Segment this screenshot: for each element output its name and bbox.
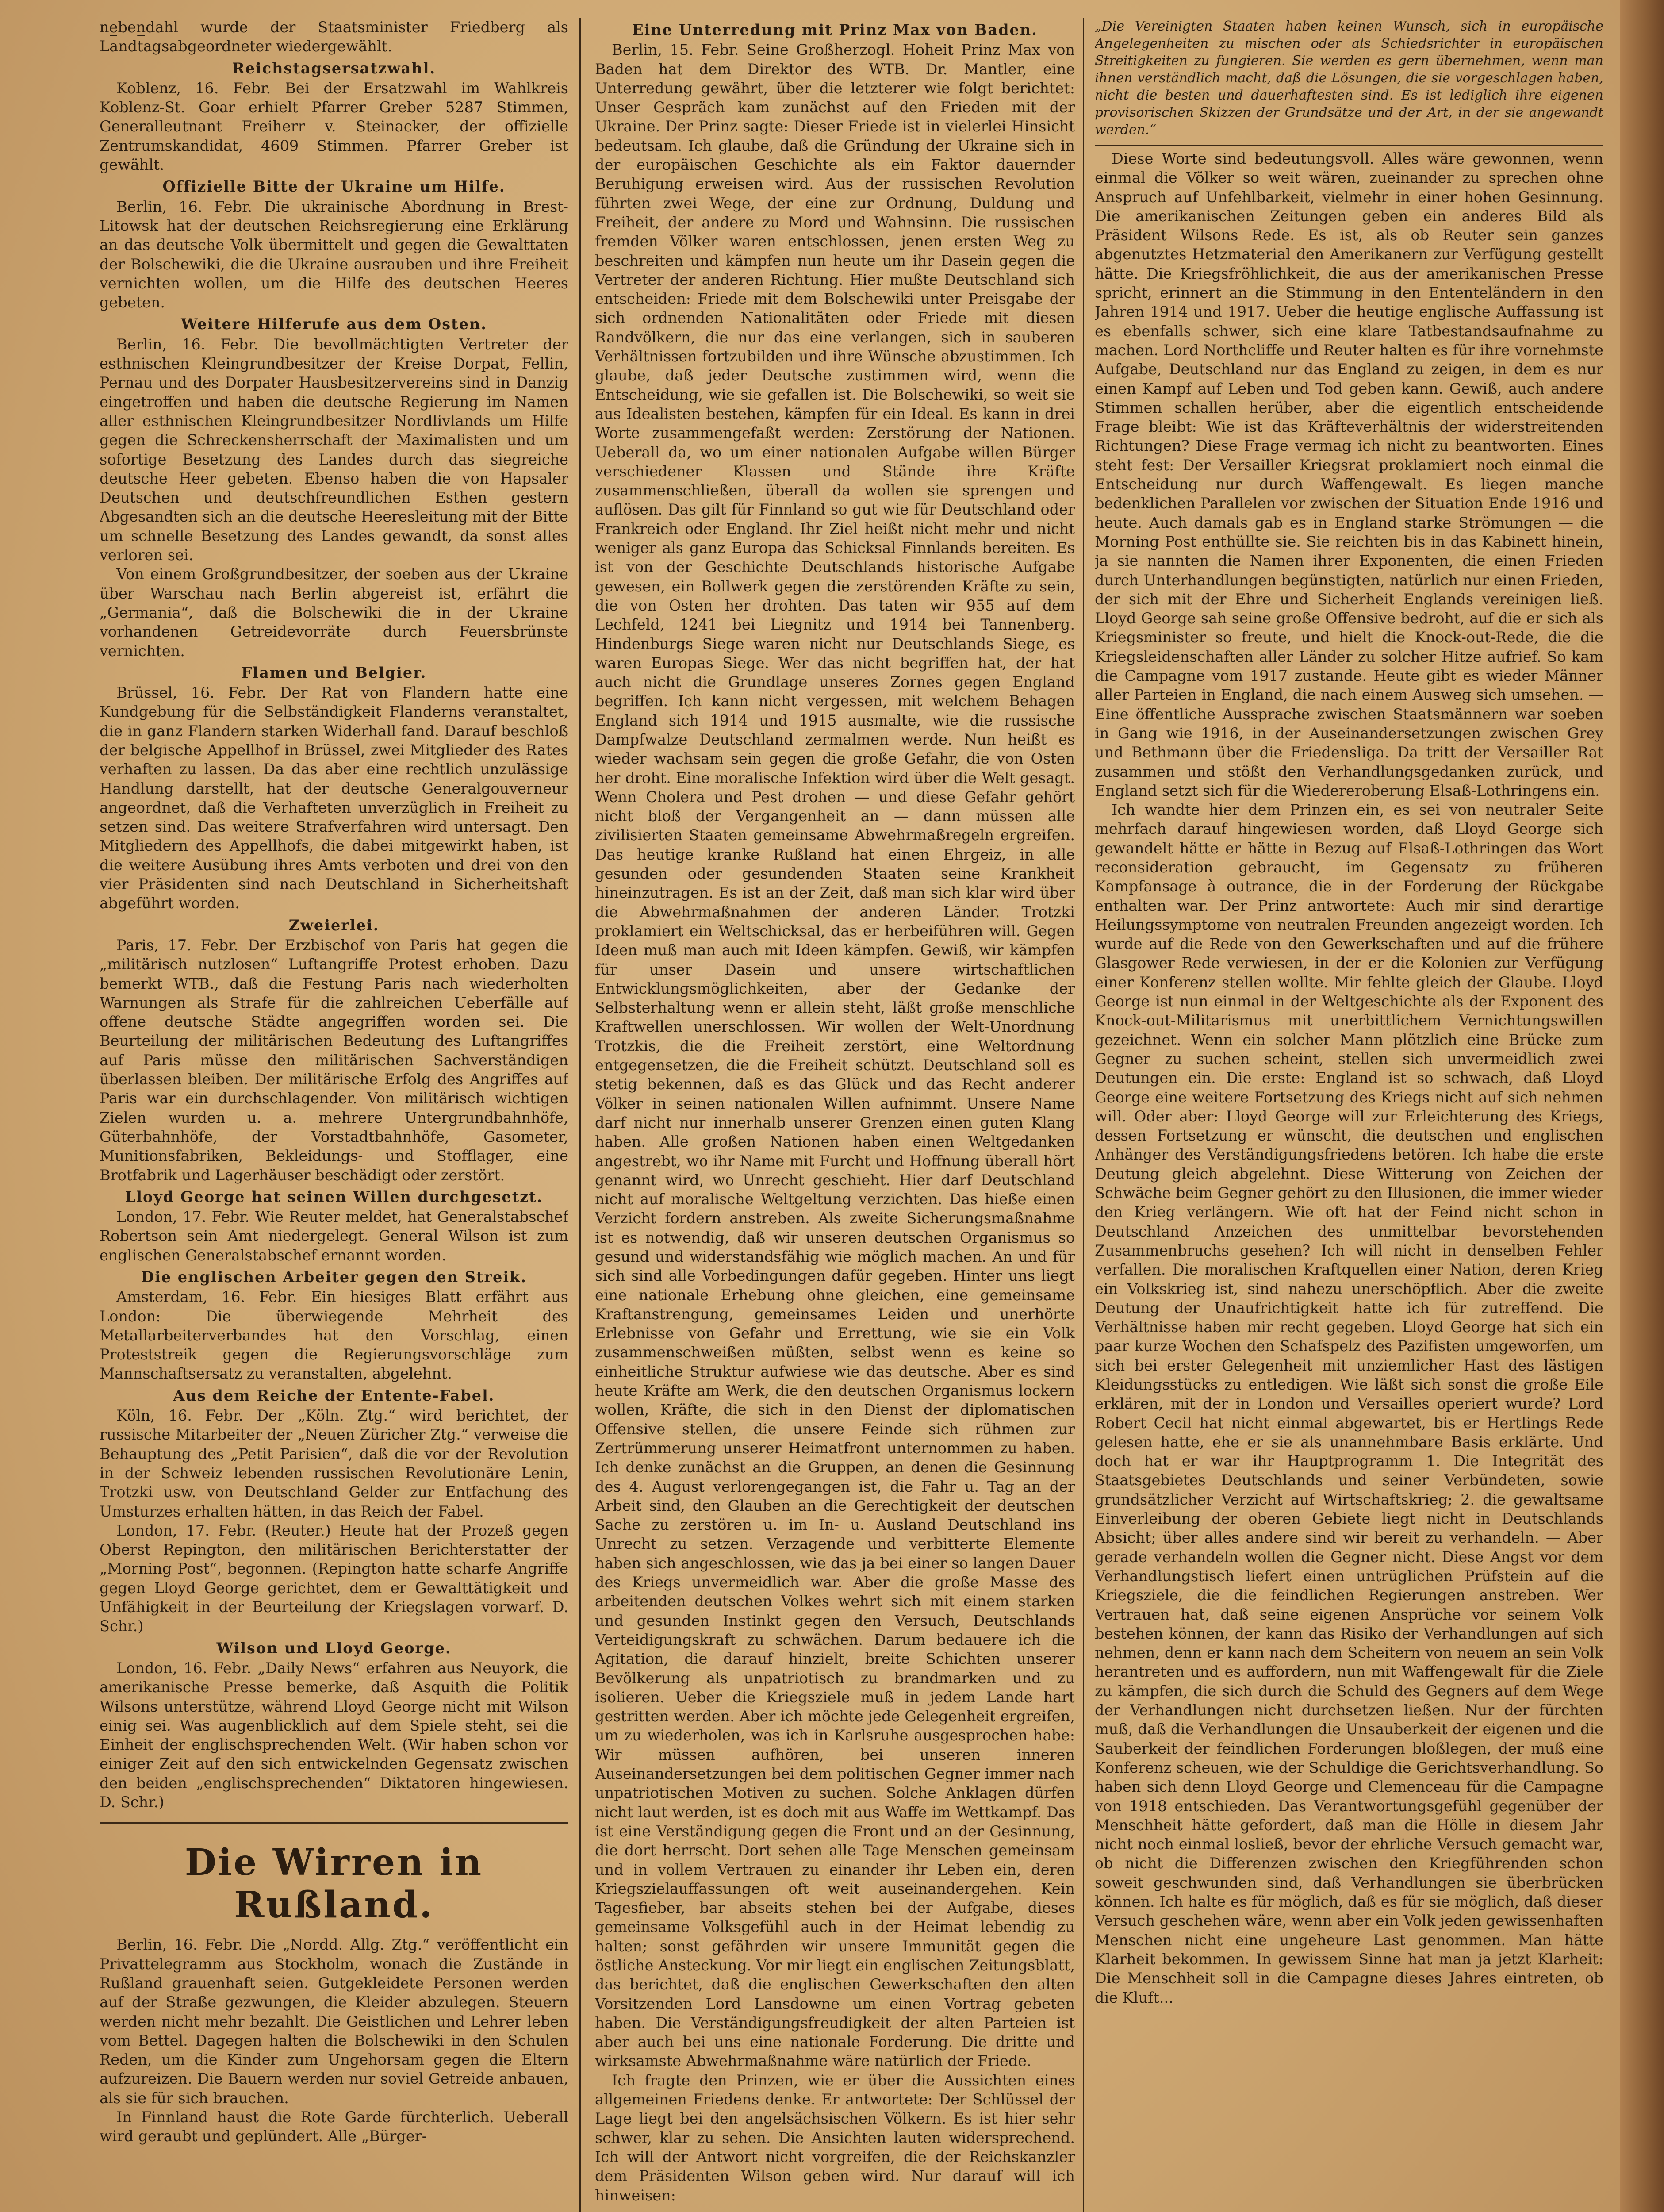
article-fragment: ne̲ben̲dahl wurde der Staatsminister Friedberg als Landtagsabgeordneter wiedergewählt. — [100, 19, 568, 55]
quoted-passage: „Die Vereinigten Staaten haben keinen Wunsch, sich in europäische Angelegenheiten zu mischen oder als Schiedsrichter in europäischen Streitigkeiten zu fungieren. Sie werden es gern übernehmen, wenn man ihnen verständlich macht, daß die Lösungen, die sie vorgeschlagen haben, nicht die besten und dauerhaftesten sind. Es ist lediglich ihre eigenen provisorischen Skizzen der Grundsätze und der Art, in der sie angewandt werden.“ — [1095, 18, 1603, 146]
article-text: Berlin, 16. Febr. Die ukrainische Abordnung in Brest-Litowsk hat der deutschen Reichsregierung eine Erklärung an das deutsche Volk übermittelt und gegen die Gewalttaten der Bolschewiki, die die Ukraine ausrauben und ihre Freiheit vernichten wollen, um die Hilfe des deutschen Heeres gebeten. — [100, 198, 568, 311]
page-binding-edge — [1620, 0, 1664, 2212]
section-headline: Die Wirren in Rußland. — [100, 1822, 568, 1926]
article-text: Diese Worte sind bedeutungsvoll. Alles wäre gewonnen, wenn einmal die Völker so weit wären, zueinander zu sprechen ohne Anspruch auf Unfehlbarkeit, vielmehr in einer hohen Gesinnung. Die amerikanischen Zeitungen geben ein anderes Bild als Präsident Wilsons Rede. Es ist, als ob Reuter sein ganzes abgenutztes Hetzmaterial den Amerikanern zur Verfügung gestellt hätte. Die Kriegsfröhlichkeit, die aus der amerikanischen Presse spricht, erinnert an die Stimmung in den Ententeländern in den Jahren 1914 und 1917. Ueber die heutige englische Auffassung ist es ebenfalls schwer, sich eine klare Tatbestandsaufnahme zu machen. Lord Northcliffe und Reuter halten es für ihre vornehmste Aufgabe, Deutschland nur das England zu zeigen, in dem es nur einen Kampf auf Leben und Tod geben kann. Gewiß, auch andere Stimmen schallen herüber, aber die eigentlich entscheidende Frage bleibt: Wie ist das Kräfteverhältnis der widerstreitenden Richtungen? Diese Frage vermag ich nicht zu beantworten. Eines steht fest: Der Versailler Kriegsrat proklamiert noch einmal die Entscheidung nur durch Waffengewalt. Es liegen manche bedenklichen Parallelen vor zwischen der Situation Ende 1916 und heute. Auch damals gab es in England starke Strömungen — die Morning Post enthüllte sie. Sie reichten bis in das Kabinett hinein, ja sie nannten die Namen ihrer Exponenten, die einen Frieden durch Unterhandlungen begünstigten, natürlich nur einen Frieden, der sich mit der Ehre und Sicherheit Englands vereinigen ließ. Lloyd George sah seine große Offensive bedroht, auf die er sich als Kriegsminister so freute, und hielt die Knock-out-Rede, die die Kriegsleidenschaften aller Länder zu solcher Hitze aufrief. So kam die Campagne vom 1917 zustande. Heute gibt es wieder Männer aller Parteien in England, die nach einem Ausweg sich umsehen. — Eine öffentliche Aussprache zwischen Staatsmännern war soeben in Gang wie 1916, in der Auseinandersetzungen zwischen Grey und Bethmann über die Friedensliga. Da tritt der Versailler Rat zusammen und stößt den Verhandlungsgedanken zurück, und England setzt sich für die Wiedereroberung Elsaß-Lothringens ein. — [1095, 150, 1603, 799]
article-text: Paris, 17. Febr. Der Erzbischof von Paris hat gegen die „militärisch nutzlosen“ Luftangriffe Protest erhoben. Dazu bemerkt WTB., daß die Festung Paris nach wiederholten Warnungen als Strafe für die zahlreichen Ueberfälle auf offene deutsche Städte angegriffen worden sei. Die Beurteilung der militärischen Bedeutung des Luftangriffes auf Paris müsse den militärischen Sachverständigen überlassen bleiben. Der militärische Erfolg des Angriffes auf Paris war ein durchschlagender. Von militärisch wichtigen Zielen wurden u. a. mehrere Untergrundbahnhöfe, Güterbahnhöfe, der Vorstadtbahnhöfe, Gasometer, Munitionsfabriken, Bekleidungs- und Stofflager, eine Brotfabrik und Lagerhäuser beschädigt oder zerstört. — [100, 936, 568, 1184]
article-text: Berlin, 16. Febr. Die „Nordd. Allg. Ztg.“ veröffentlicht ein Privattelegramm aus Stockholm, wonach die Zustände in Rußland grauenhaft seien. Gutgekleidete Personen werden auf der Straße gezwungen, die Kleider abzulegen. Steuern werden nicht mehr bezahlt. Die Geistlichen und Lehrer leben vom Bettel. Dagegen halten die Bolschewiki in den Schulen Reden, um die Kinder zum Ungehorsam gegen die Eltern aufzureizen. Die Bauern werden nur soviel Getreide anbauen, als sie für sich brauchen. — [100, 1936, 568, 2107]
headline: Zweierlei. — [288, 916, 380, 934]
column-right — [1095, 18, 1603, 2212]
column-divider — [1083, 18, 1084, 2212]
article-text: Brüssel, 16. Febr. Der Rat von Flandern hatte eine Kundgebung für die Selbständigkeit Flanderns veranstaltet, die in ganz Flandern starken Widerhall fand. Darauf beschloß der belgische Appellhof in Brüssel, zwei Mitglieder des Rates verhaften zu lassen. Da das aber eine rechtlich unzulässige Handlung darstellt, hat der deutsche Generalgouverneur angeordnet, daß die Verhafteten unverzüglich in Freiheit zu setzen sind. Das weitere Strafverfahren wird untersagt. Den Mitgliedern des Appellhofs, die dabei mitgewirkt haben, ist die weitere Ausübung ihres Amts verboten und drei von den vier Präsidenten sind nach Deutschland in Sicherheitshaft abgeführt worden. — [100, 684, 568, 912]
headline: Wilson und Lloyd George. — [216, 1639, 452, 1657]
headline: Eine Unterredung mit Prinz Max von Baden. — [632, 21, 1038, 38]
headline: Offizielle Bitte der Ukraine um Hilfe. — [162, 178, 506, 196]
headline: Die englischen Arbeiter gegen den Streik. — [141, 1268, 527, 1286]
column-middle — [595, 18, 1075, 2212]
article-text: Amsterdam, 16. Febr. Ein hiesiges Blatt erfährt aus London: Die überwiegende Mehrheit des Metallarbeiterverbandes hat den Vorschlag, einen Proteststreik gegen die Regierungsvorschläge zum Mannschaftsersatz zu veranstalten, abgelehnt. — [100, 1288, 568, 1382]
article-text: London, 16. Febr. „Daily News“ erfahren aus Neuyork, die amerikanische Presse bemerke, daß Asquith die Politik Wilsons unterstütze, während Lloyd George nicht mit Wilson einig sei. Was augenblicklich auf dem Spiele steht, sei die Einheit der englischsprechenden Welt. (Wir haben schon vor einiger Zeit auf den sich entwickelnden Gegensatz zwischen den beiden „englischsprechenden“ Diktatoren hingewiesen. D. Schr.) — [100, 1659, 568, 1811]
article-text: Ich fragte den Prinzen, wie er über die Aussichten eines allgemeinen Friedens denke. Er antwortete: Der Schlüssel der Lage liegt bei den angelsächsischen Völkern. Es ist hier sehr schwer, klar zu sehen. Die Ansichten lauten widersprechend. Ich will der Antwort nicht vorgreifen, die der Reichskanzler dem Präsidenten Wilson geben wird. Nur darauf will ich hinweisen: — [595, 2071, 1075, 2204]
article-text: Koblenz, 16. Febr. Bei der Ersatzwahl im Wahlkreis Koblenz-St. Goar erhielt Pfarrer Greber 5287 Stimmen, Generalleutnant Freiherr v. Steinacker, der offizielle Zentrumskandidat, 4609 Stimmen. Pfarrer Greber ist gewählt. — [100, 79, 568, 174]
article-text: London, 17. Febr. Wie Reuter meldet, hat Generalstabschef Robertson sein Amt niedergelegt. General Wilson ist zum englischen Generalstabschef ernannt worden. — [100, 1208, 568, 1264]
article-text: Ich wandte hier dem Prinzen ein, es sei von neutraler Seite mehrfach darauf hingewiesen worden, daß Lloyd George sich gewandelt hätte er hätte in Bezug auf Elsaß-Lothringen das Wort reconsideration gebraucht, im Gegensatz zu früheren Kampfansage à outrance, die in der Forderung der Rückgabe enthalten war. Der Prinz antwortete: Auch mir sind derartige Heilungssymptome von neutralen Freunden angezeigt worden. Ich wurde auf die Rede von den Gewerkschaften und auf die frühere Glasgower Rede verwiesen, in der er die Kolonien zur Verfügung einer Konferenz stellen wollte. Mir fehlte gleich der Glaube. Lloyd George ist nun einmal in der Weltgeschichte als der Exponent des Knock-out-Militarismus mit unerbittlichem Vernichtungswillen gezeichnet. Wenn ein solcher Mann plötzlich eine Brücke zum Gegner zu suchen scheint, stellen sich unvermeidlich zwei Deutungen ein. Die erste: England ist so schwach, daß Lloyd George eine weitere Fortsetzung des Kriegs nicht auf sich nehmen will. Oder aber: Lloyd George will zur Erleichterung des Kriegs, dessen Fortsetzung er wünscht, die deutschen und englischen Anhänger des Verständigungsfriedens betören. Ich habe die erste Deutung gleich abgelehnt. Diese Witterung von Zeichen der Schwäche beim Gegner gehört zu den Illusionen, die immer wieder den Krieg verlängern. Wie oft hat der Feind nicht schon in Deutschland Anzeichen des unmittelbar bevorstehenden Zusammenbruchs gesehen? Ich will nicht in denselben Fehler verfallen. Die moralischen Kraftquellen einer Nation, deren Krieg ein Volkskrieg ist, sind nahezu unerschöpflich. Aber die zweite Deutung der Unaufrichtigkeit hatte ich für zutreffend. Die Verhältnisse haben mir recht gegeben. Lloyd George hat sich ein paar kurze Wochen den Schafspelz des Pazifisten umgeworfen, um sich bei erster Gelegenheit mit unziemlicher Hast des lästigen Kleidungsstücks zu entledigen. Wie läßt sich sonst die große Eile erklären, mit der in London und Versailles operiert wurde? Lord Robert Cecil hat nicht einmal abgewartet, bis er Hertlings Rede gelesen hatte, ehe er sie als unannehmbare Basis erklärte. Und doch hat er war ihr Hauptprogramm 1. Die Integrität des Staatsgebietes Deutschlands und seiner Verbündeten, sowie grundsätzlicher Verzicht auf Wirtschaftskrieg; 2. die gewaltsame Einverleibung der oberen Gebiete liegt nicht in Deutschlands Absicht; über alles andere sind wir bereit zu verhandeln. — Aber gerade verhandeln wollen die Gegner nicht. Diese Angst vor dem Verhandlungstisch liefert einen untrüglichen Prüfstein auf die Kriegsziele, die die feindlichen Regierungen anstreben. Wer Vertrauen hat, daß seine eigenen Ansprüche vor seinem Volk bestehen können, der kann das Risiko der Verhandlungen auf sich nehmen, denn er kann nach dem Scheitern von neuem an sein Volk herantreten und es auffordern, nun mit Waffengewalt für die Ziele zu kämpfen, die sich durch die Schuld des Gegners auf dem Wege der Verhandlungen nicht durchsetzen ließen. Nur der fürchten muß, daß die Verhandlungen die Unsauberkeit der eigenen und die Sauberkeit der feindlichen Forderungen bloßlegen, der muß eine Konferenz scheuen, wie der Schuldige die Gerichtsverhandlung. So haben sich denn Lloyd George und Clemenceau für die Campagne von 1918 entschieden. Das Verantwortungsgefühl gegenüber der Menschheit hätte gefordert, daß man die Hölle in diesem Jahr nicht noch einmal losließ, bevor der ehrliche Versuch gemacht war, ob nicht die Differenzen zwischen den Kriegführenden schon soweit geschwunden sind, daß Verhandlungen sie überbrücken können. Ich halte es für möglich, daß es für sie möglich, daß dieser Versuch geschehen wäre, wenn aber ein Volk jeden gewissenhaften Menschen nicht eine ungeheure Last genommen. Man hätte Klarheit bekommen. In gewissem Sinne hat man ja jetzt Klarheit: Die Menschheit soll in die Campagne dieses Jahres eintreten, ob die Kluft... — [1095, 801, 1603, 2006]
article-text: Berlin, 15. Febr. Seine Großherzogl. Hoheit Prinz Max von Baden hat dem Direktor des WTB. Dr. Mantler, eine Unterredung gewährt, über die letzterer wie folgt berichtet: Unser Gespräch kam zunächst auf den Frieden mit der Ukraine. Der Prinz sagte: Dieser Friede ist in vielerlei Hinsicht bedeutsam. Ich glaube, daß die Gründung der Ukraine sich in der europäischen Geschichte als ein Faktor dauernder Beruhigung erweisen wird. Aus der russischen Revolution führten zwei Wege, der eine zur Ordnung, Duldung und Freiheit, der andere zu Mord und Wahnsinn. Die russischen fremden Völker waren entschlossen, jenen ersten Weg zu beschreiten und kämpfen nun heute um ihr Dasein gegen die Vertreter der anderen Richtung. Hier mußte Deutschland sich entscheiden: Friede mit dem Bolschewiki unter Preisgabe der sich ordnenden Nationalitäten oder Friede mit diesen Randvölkern, die nur das eine verlangen, sich in sauberen Verhältnissen fortzubilden und ihre Wünsche abzustimmen. Ich glaube, daß jeder Deutsche zustimmen wird, wenn die Entscheidung, wie sie gefallen ist. Die Bolschewiki, so weit sie aus Idealisten bestehen, kämpfen für ein Ideal. Es kann in drei Worte zusammengefaßt werden: Zerstörung der Nationen. Ueberall da, wo um einer nationalen Aufgabe willen Bürger verschiedener Klassen und Stände ihre Kräfte zusammenschließen, überall da wollen sie sprengen und auflösen. Das gilt für Finnland so gut wie für Deutschland oder Frankreich oder England. Ihr Ziel heißt nicht mehr und nicht weniger als ganz Europa das Schicksal Finnlands bereiten. Es ist von der Geschichte Deutschlands historische Aufgabe gewesen, ein Bollwerk gegen die zerstörenden Kräfte zu sein, die von Osten her drohten. Das taten wir 955 auf dem Lechfeld, 1241 bei Liegnitz und 1914 bei Tannenberg. Hindenburgs Siege waren nicht nur Deutschlands Siege, es waren Europas Siege. Wer das nicht begriffen hat, der hat auch nicht die Grundlage unseres Zornes gegen England begriffen. Ich kann nicht vergessen, mit welchem Behagen England sich 1914 und 1915 ausmalte, wie die russische Dampfwalze Deutschland zermalmen werde. Nun heißt es wieder wachsam sein gegen die große Gefahr, die von Osten her droht. Eine moralische Infektion wird über die Welt gesagt. Wenn Cholera und Pest drohen — und diese Gefahr gehört nicht bloß der Vergangenheit an — dann müssen alle zivilisierten Staaten gemeinsame Abwehrmaßregeln ergreifen. Das heutige kranke Rußland hat einen Ehrgeiz, in alle gesunden oder gesundenden Staaten seine Krankheit hineinzutragen. Es ist an der Zeit, daß man sich klar wird über die Abwehrmaßnahmen der anderen Länder. Trotzki proklamiert ein Weltschicksal, das er herbeiführen will. Gegen Ideen muß man auch mit Ideen kämpfen. Gewiß, wir kämpfen für unser Dasein und unsere wirtschaftlichen Entwicklungsmöglichkeiten, aber der Gedanke der Selbsterhaltung wenn er allein steht, läßt große menschliche Kraftwellen unerschlossen. Wir wollen der Welt-Unordnung Trotzkis, die die Freiheit zerstört, eine Weltordnung entgegensetzen, die die Freiheit schützt. Deutschland soll es stetig bekennen, daß es das Glück und das Recht anderer Völker in seinen nationalen Willen aufnimmt. Unsere Name darf nicht nur innerhalb unserer Grenzen einen guten Klang haben. Alle großen Nationen haben einen Weltgedanken angestrebt, wo ihr Name mit Furcht und Hoffnung überall hört genannt wird, wo Unrecht geschieht. Hier darf Deutschland nicht auf moralische Weltgeltung verzichten. Das hieße einen Verzicht fordern anstreben. Als zweite Sicherungsmaßnahme ist es notwendig, daß wir unseren deutschen Organismus so gesund und widerstandsfähig wie möglich machen. An und für sich sind alle Vorbedingungen dafür gegeben. Hinter uns liegt eine nationale Erhebung ohne gleichen, eine gemeinsame Kraftanstrengung, gemeinsames Leiden und unerhörte Erlebnisse von Gefahr und Errettung, wie sie ein Volk zusammenschweißen müßten, selbst wenn es keine so einheitliche Struktur aufwiese wie das deutsche. Aber es sind heute Kräfte am Werk, die den deutschen Organismus lockern wollen, Kräfte, die sich in den Dienst der diplomatischen Offensive stellen, die unsere Feinde sich rühmen zur Zertrümmerung unserer Heimatfront unternommen zu haben. Ich denke zunächst an die Gruppen, an denen die Gesinnung des 4. August verlorengegangen ist, die Fahr u. Tag an der Arbeit sind, den Glauben an die Gerechtigkeit der deutschen Sache zu zerstören u. im In- u. Ausland Deutschland ins Unrecht zu setzen. Verzagende und verbitterte Elemente haben sich angeschlossen, wie das ja bei einer so langen Dauer des Kriegs unvermeidlich war. Aber die große Masse des arbeitenden deutschen Volkes wehrt sich mit einem starken und gesunden Instinkt gegen den Versuch, Deutschlands Verteidigungskraft zu schwächen. Darum bedauere ich die Agitation, die darauf hinzielt, breite Schichten unserer Bevölkerung als unpatriotisch zu brandmarken und zu isolieren. Ueber die Kriegsziele muß in jedem Lande hart gestritten werden. Aber ich möchte jede Gelegenheit ergreifen, um zu wiederholen, was ich in Karlsruhe ausgesprochen habe: Wir müssen aufhören, bei unseren inneren Auseinandersetzungen bei dem politischen Gegner immer nach unpatriotischen Motiven zu suchen. Solche Anklagen dürfen nicht laut werden, ist es doch mit aus Waffe im Wettkampf. Das ist eine Verständigung gegen die Front und an der Gesinnung, die dort herrscht. Dort sehen alle Tage Menschen gemeinsam und in vollem Vertrauen zu einander ihr Leben ein, deren Kriegszielauffassungen oft weit auseinandergehen. Kein Tagesfieber, bar abseits stehen bei der Aufgabe, dieses gemeinsame Volksgefühl auch in der Heimat lebendig zu halten; sonst gefährden wir unsere Immunität gegen die östliche Ansteckung. Vor mir liegt ein englischen Zeitungsblatt, das berichtet, daß die englischen Gewerkschaften den alten Vorsitzenden Lord Lansdowne um einen Vortrag gebeten haben. Die Verständigungsfreudigkeit der alten Parteien ist aber auch bei uns eine nationale Forderung. Die dritte und wirksamste Abwehrmaßnahme wäre natürlich der Friede. — [595, 41, 1075, 2070]
article-text: London, 17. Febr. (Reuter.) Heute hat der Prozeß gegen Oberst Repington, den militärischen Berichterstatter der „Morning Post“, begonnen. (Repington hatte scharfe Angriffe gegen Lloyd George gerichtet, dem er Gewalttätigkeit und Unfähigkeit in der Beurteilung der Kriegslagen vorwarf. D. Schr.) — [100, 1521, 568, 1635]
headline: Aus dem Reiche der Entente-Fabel. — [173, 1386, 495, 1404]
headline: Flamen und Belgier. — [241, 664, 427, 681]
headline: Weitere Hilferufe aus dem Osten. — [181, 315, 487, 333]
column-left — [100, 18, 568, 2212]
article-text: Köln, 16. Febr. Der „Köln. Ztg.“ wird berichtet, der russische Mitarbeiter der „Neuen Züricher Ztg.“ verweise die Behauptung des „Petit Parisien“, daß die vor der Revolution in der Schweiz lebenden russischen Revolutionäre Lenin, Trotzki usw. von Deutschland Gelder zur Entfachung des Umsturzes erhalten hätten, in das Reich der Fabel. — [100, 1407, 568, 1520]
article-text: In Finnland haust die Rote Garde fürchterlich. Ueberall wird geraubt und geplündert. Alle „Bürger- — [100, 2108, 568, 2145]
headline: Lloyd George hat seinen Willen durchgesetzt. — [125, 1188, 543, 1206]
column-divider — [579, 18, 581, 2212]
headline: Reichstagsersatzwahl. — [232, 59, 436, 77]
article-text: Von einem Großgrundbesitzer, der soeben aus der Ukraine über Warschau nach Berlin abgereist ist, erfährt die „Germania“, daß die Bolschewiki die in der Ukraine vorhandenen Getreidevorräte durch Feuersbrünste vernichten. — [100, 565, 568, 660]
article-text: Berlin, 16. Febr. Die bevollmächtigten Vertreter der esthnischen Kleingrundbesitzer der Kreise Dorpat, Fellin, Pernau und des Dorpater Hausbesitzervereins sind in Danzig eingetroffen und haben die deutsche Regierung im Namen aller esthnischen Kleingrundbesitzer Nordlivlands um Hilfe gegen die Schreckensherrschaft der Maximalisten und um sofortige Besetzung des Landes durch das siegreiche deutsche Heer gebeten. Ebenso haben die von Hapsaler Deutschen und deutschfreundlichen Esthen gestern Abgesandten sich an die deutsche Heeresleitung mit der Bitte um schnelle Besetzung des Landes gewandt, da sonst alles verloren sei. — [100, 335, 568, 564]
